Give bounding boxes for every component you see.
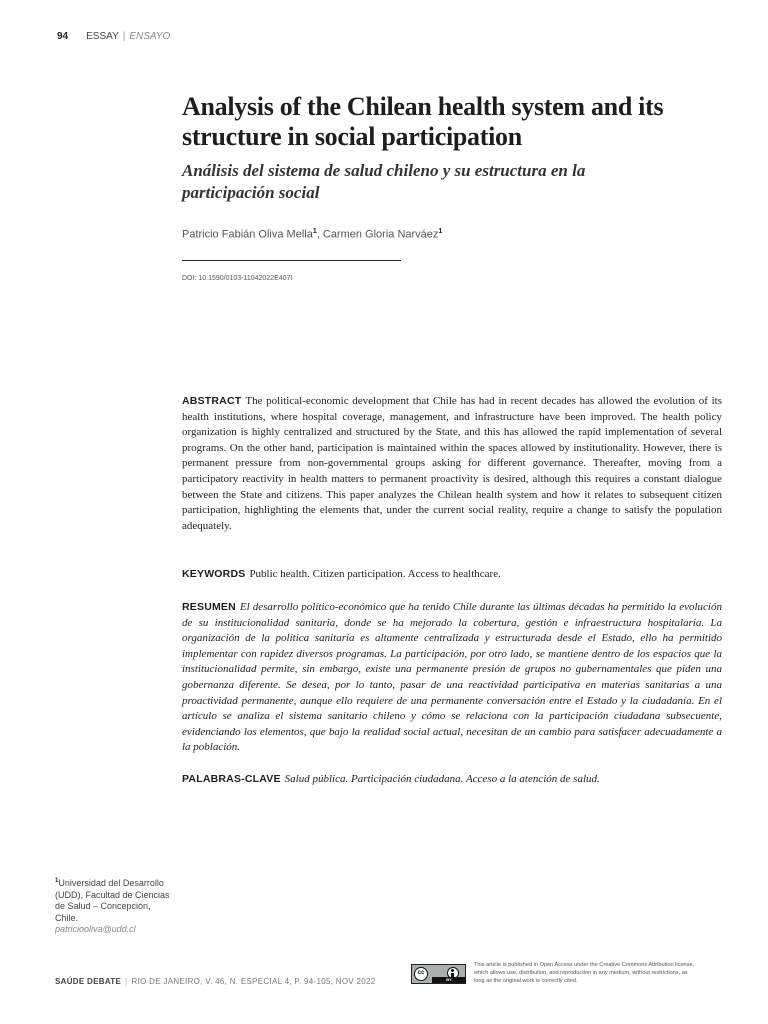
abstract-text: The political-economic development that Chile has had in recent decades has allowed the evolution of its health institutions, where hospital coverage, management, and infrastructure have been improved. The health policy organization is highly centralized and structured by the State, and this has allowed the rapid implementation of several programs. On the other hand, participation is maintained within the spaces allowed by institutionality. However, there is permanent pressure from non-governmental groups asking for different governance. Thereafter, moving from a participatory reactivity in health matters to permanent proactivity is desired, although this requires a constant dialogue between the State and citizens. This paper analyzes the Chilean health system and how it relates to subsequent citizen participation, highlighting the elements that, under the current social reality, require a change to satisfy the population adequately. (182, 395, 722, 532)
palabras-clave-text: Salud pública. Participación ciudadana. Acceso a la atención de salud. (284, 773, 600, 785)
affiliation-text: Universidad del Desarrollo (UDD), Facultad de Ciencias de Salud – Concepción, Chile. (55, 878, 170, 923)
palabras-clave-label: PALABRAS-CLAVE (182, 773, 281, 785)
section-label-es: ENSAYO (129, 31, 171, 42)
footer-separator: | (125, 977, 128, 986)
author-name: Carmen Gloria Narváez (322, 228, 439, 241)
article-subtitle: Análisis del sistema de salud chileno y su estructura en la participación social (182, 161, 586, 202)
running-footer (55, 977, 376, 986)
affiliation-marker: 1 (55, 878, 59, 884)
doi[interactable]: DOI: 10.1590/0103-11042022E407I (182, 275, 293, 282)
resumen-section (182, 600, 722, 756)
abstract-label: ABSTRACT (182, 395, 242, 407)
palabras-clave-section (182, 772, 722, 788)
article-title: Analysis of the Chilean health system and its structure in social participation (182, 92, 664, 151)
cc-by-license-badge[interactable] (411, 964, 466, 984)
header-separator: | (122, 31, 126, 42)
affiliation-note (55, 876, 175, 936)
section-label: ESSAY (86, 31, 119, 42)
cc-icon: cc (414, 967, 428, 981)
by-label: BY (432, 977, 466, 983)
keywords-text: Public health. Citizen participation. Access to healthcare. (249, 568, 501, 580)
journal-citation: RIO DE JANEIRO, V. 46, N. ESPECIAL 4, P. 94-105, NOV 2022 (131, 977, 376, 986)
author-separator: , (316, 228, 323, 241)
running-header (57, 31, 170, 42)
author-list (182, 228, 442, 241)
resumen-text: El desarrollo político-económico que ha tenido Chile durante las últimas décadas ha permitido la evolución de su institucionalidad sanitaria, donde se ha mejorado la cobertura, gestión e infraestructura hospitalaria. La organización de la política sanitaria es altamente centralizada y estructurada desde el Estado, ello ha permitido implementar con rapidez diversos programas. La participación, por otro lado, se mantiene dentro de los espacios que la institucionalidad permite, sin embargo, existe una permanente presión de grupos no gubernamentales que piden una gobernanza diferente. Se desea, por lo tanto, pasar de una reactividad participativa en materias sanitarias a una proactividad permanente, aunque ello requiere de una permanente conversación entre el Estado y la ciudadanía. En el artículo se analiza el sistema sanitario chileno y cómo se relaciona con la participación ciudadana subsecuente, evidenciando los elementos, que bajo la realidad social actual, necesitan de un cambio para satisfacer adecuadamente a la población. (182, 601, 722, 754)
page-number: 94 (57, 31, 69, 42)
author-name: Patricio Fabián Oliva Mella (182, 228, 313, 241)
keywords-label: KEYWORDS (182, 568, 246, 580)
affiliation-marker: 1 (438, 228, 443, 235)
affiliation-marker: 1 (312, 228, 317, 235)
divider-rule (182, 260, 401, 261)
license-text: This article is published in Open Access under the Creative Commons Attribution license, which allows use, distribution, and reproduction in any medium, without restrictions, as long as the original work is correctly cited. (474, 962, 695, 984)
resumen-label: RESUMEN (182, 601, 236, 613)
journal-name: SAÚDE DEBATE (55, 977, 122, 986)
abstract-section (182, 394, 722, 534)
keywords-section (182, 567, 722, 583)
author-email[interactable]: patriciooliva@udd.cl (55, 924, 136, 934)
